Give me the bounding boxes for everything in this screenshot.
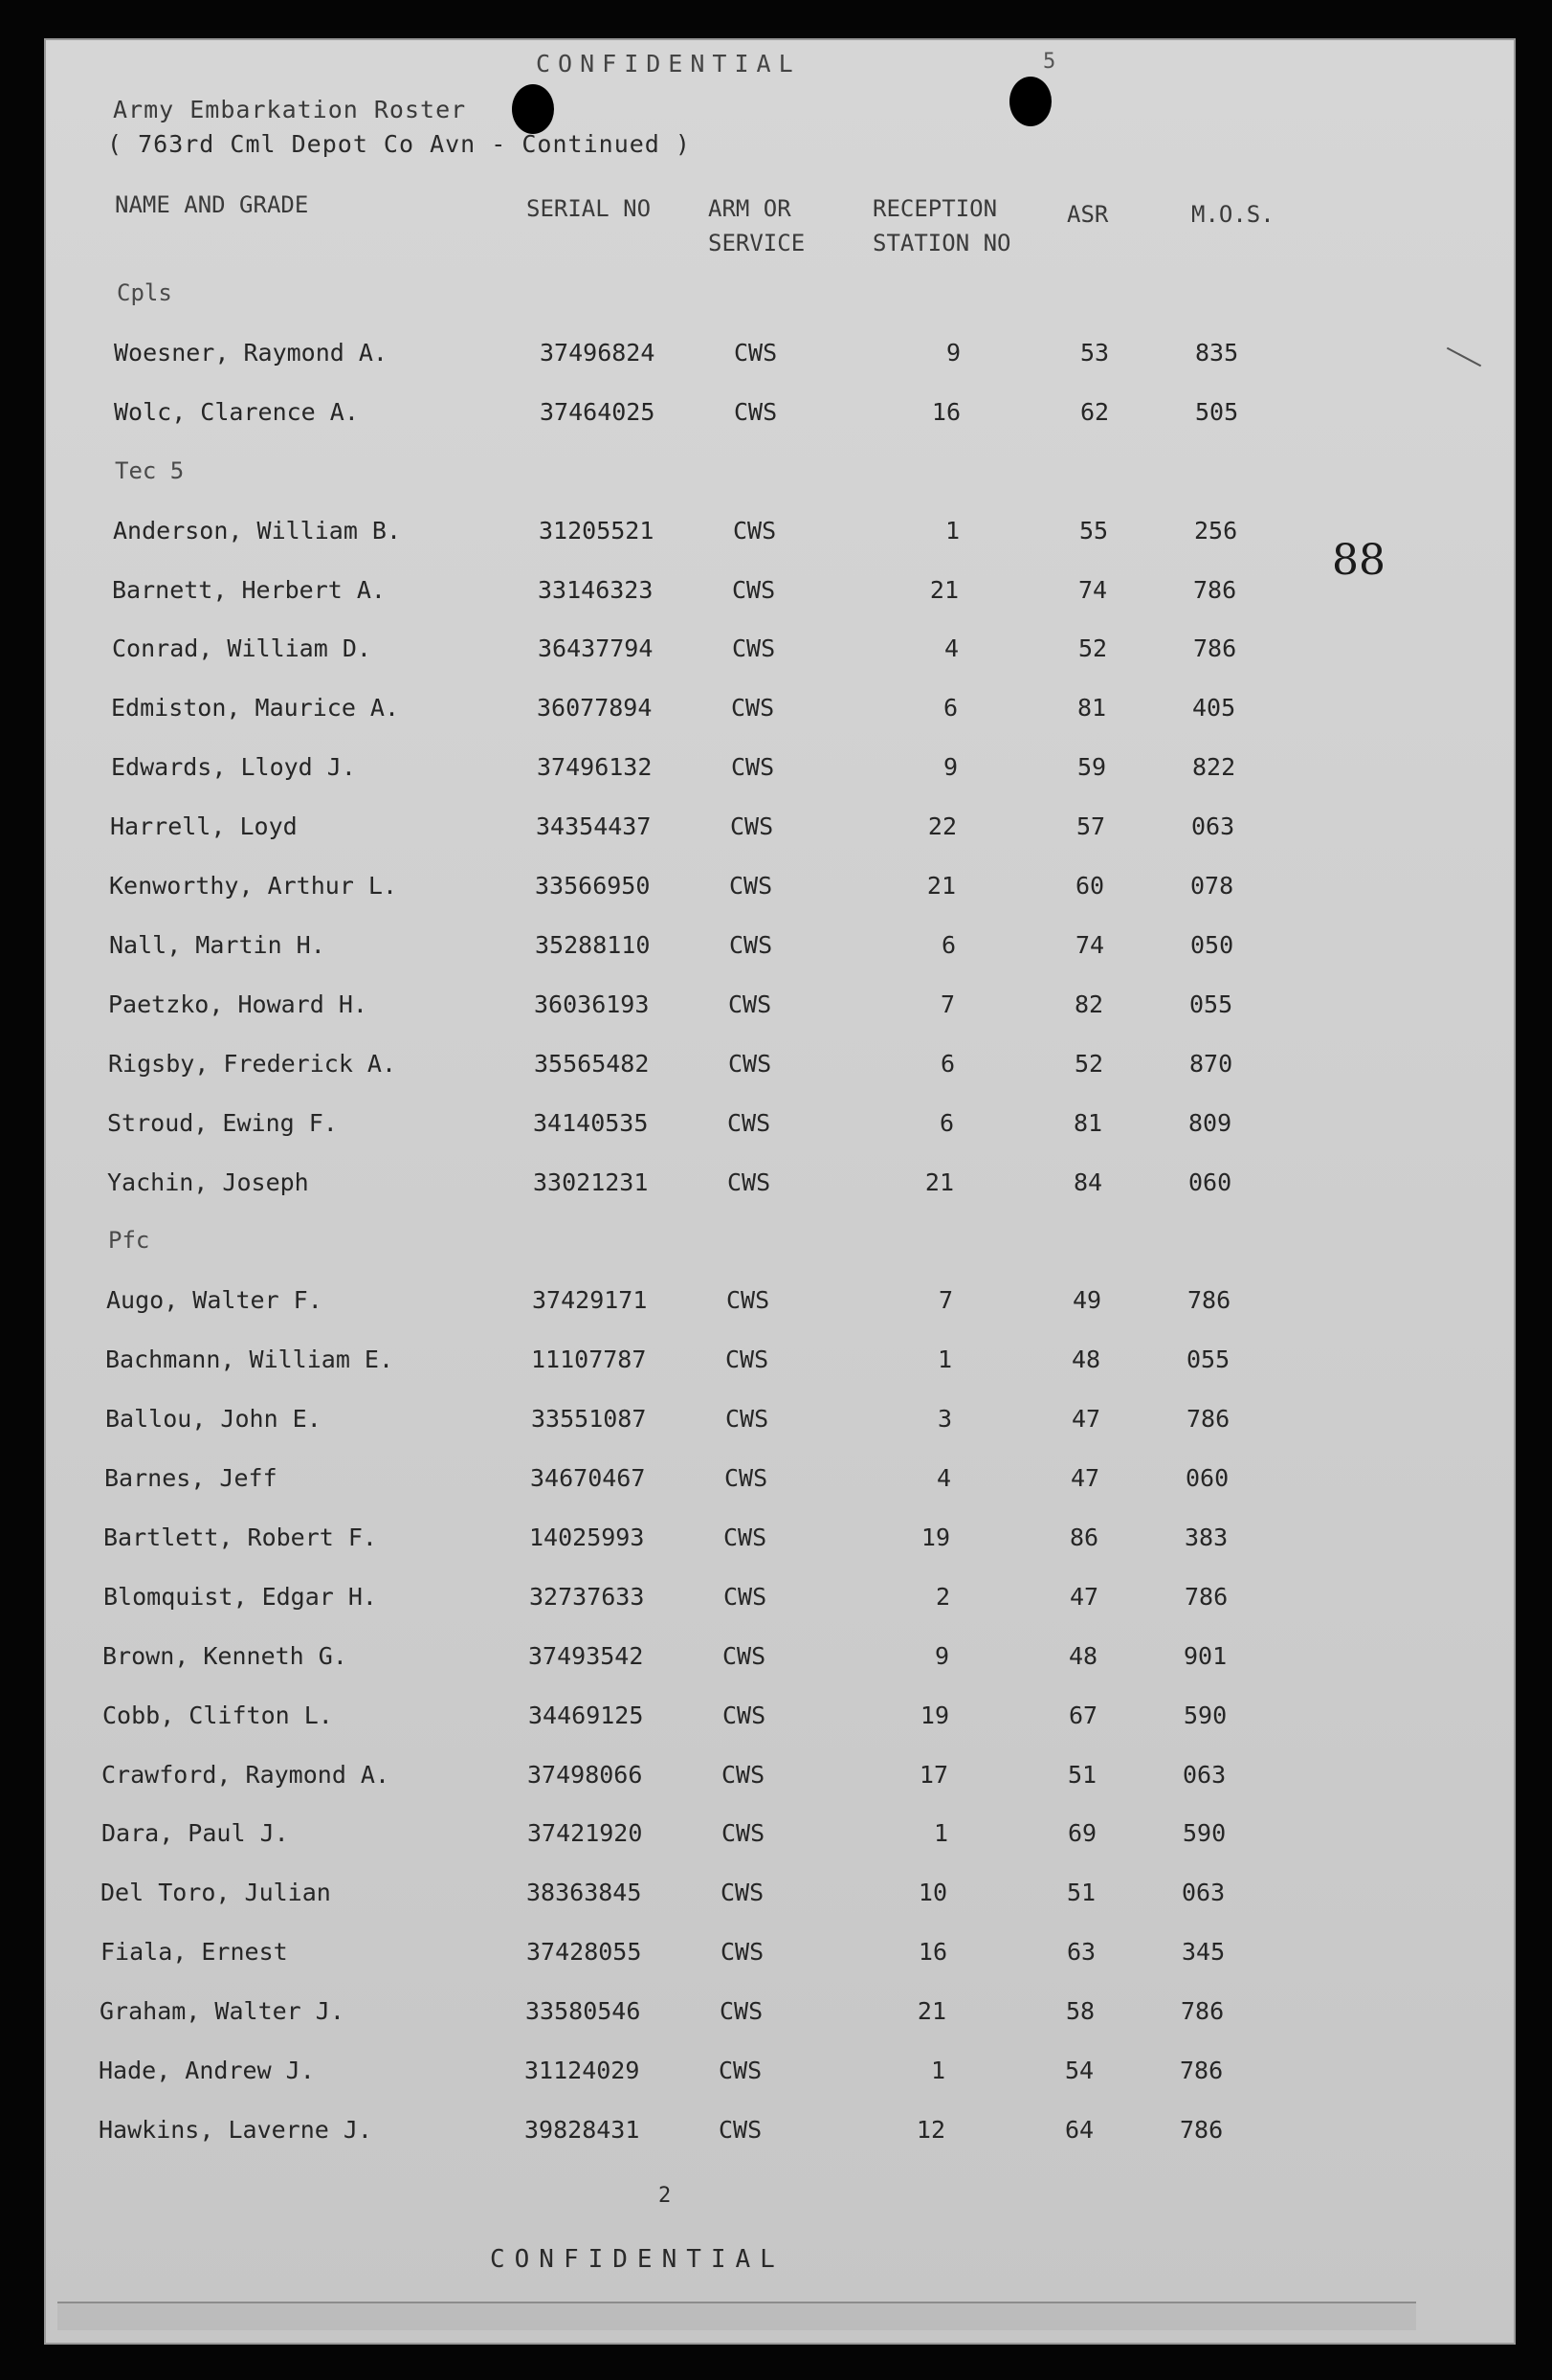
serial-number: 14025993 bbox=[529, 1524, 645, 1551]
arm-or-service: CWS bbox=[730, 812, 774, 840]
reception-station: 22 bbox=[927, 812, 957, 840]
reception-station: 6 bbox=[942, 694, 958, 722]
arm-or-service: CWS bbox=[727, 1168, 771, 1196]
table-row bbox=[0, 634, 1552, 673]
table-row bbox=[0, 339, 1552, 377]
reception-station: 4 bbox=[936, 1464, 951, 1492]
table-row bbox=[0, 1642, 1552, 1680]
mos-code: 901 bbox=[1184, 1642, 1228, 1670]
mos-code: 383 bbox=[1185, 1524, 1229, 1551]
asr-score: 49 bbox=[1073, 1286, 1102, 1314]
asr-score: 53 bbox=[1080, 339, 1110, 367]
table-row bbox=[0, 398, 1552, 436]
grade-heading: Tec 5 bbox=[115, 457, 185, 484]
mos-code: 870 bbox=[1189, 1050, 1233, 1078]
serial-number: 34670467 bbox=[530, 1464, 646, 1492]
mos-code: 822 bbox=[1192, 753, 1236, 781]
asr-score: 74 bbox=[1078, 576, 1108, 604]
arm-or-service: CWS bbox=[732, 576, 776, 604]
mos-code: 786 bbox=[1186, 1405, 1231, 1433]
table-row bbox=[0, 1761, 1552, 1799]
serial-number: 34140535 bbox=[533, 1109, 649, 1137]
asr-score: 51 bbox=[1067, 1879, 1097, 1906]
arm-or-service: CWS bbox=[719, 2057, 763, 2084]
serial-number: 32737633 bbox=[529, 1583, 645, 1611]
table-row bbox=[0, 1050, 1552, 1088]
asr-score: 47 bbox=[1070, 1583, 1099, 1611]
reception-station: 7 bbox=[940, 990, 955, 1018]
soldier-name: Barnes, Jeff bbox=[104, 1464, 277, 1492]
mos-code: 786 bbox=[1181, 1997, 1225, 2025]
serial-number: 34469125 bbox=[528, 1702, 644, 1729]
column-header-serial: SERIAL NO bbox=[526, 195, 652, 222]
asr-score: 52 bbox=[1078, 634, 1108, 662]
arm-or-service: CWS bbox=[727, 1109, 771, 1137]
mos-code: 590 bbox=[1183, 1819, 1227, 1847]
arm-or-service: CWS bbox=[732, 634, 776, 662]
soldier-name: Crawford, Raymond A. bbox=[101, 1761, 390, 1789]
reception-station: 1 bbox=[930, 2057, 945, 2084]
serial-number: 31124029 bbox=[524, 2057, 640, 2084]
bottom-classification: CONFIDENTIAL bbox=[490, 2245, 785, 2274]
reception-station: 6 bbox=[939, 1109, 954, 1137]
asr-score: 81 bbox=[1074, 1109, 1103, 1137]
arm-or-service: CWS bbox=[725, 1405, 769, 1433]
reception-station: 1 bbox=[933, 1819, 948, 1847]
soldier-name: Blomquist, Edgar H. bbox=[103, 1583, 377, 1611]
reception-station: 6 bbox=[940, 1050, 955, 1078]
mos-code: 060 bbox=[1186, 1464, 1230, 1492]
top-mark: 5 bbox=[1043, 50, 1057, 74]
serial-number: 37429171 bbox=[532, 1286, 648, 1314]
serial-number: 37428055 bbox=[526, 1938, 642, 1966]
soldier-name: Stroud, Ewing F. bbox=[107, 1109, 338, 1137]
soldier-name: Barnett, Herbert A. bbox=[112, 576, 386, 604]
asr-score: 58 bbox=[1066, 1997, 1096, 2025]
serial-number: 33021231 bbox=[533, 1168, 649, 1196]
reception-station: 21 bbox=[917, 1997, 946, 2025]
serial-number: 37421920 bbox=[527, 1819, 643, 1847]
top-classification: CONFIDENTIAL bbox=[536, 50, 801, 78]
serial-number: 33146323 bbox=[538, 576, 654, 604]
asr-score: 86 bbox=[1070, 1524, 1099, 1551]
soldier-name: Brown, Kenneth G. bbox=[102, 1642, 347, 1670]
arm-or-service: CWS bbox=[719, 2116, 763, 2144]
column-header-mos: M.O.S. bbox=[1191, 201, 1275, 228]
mos-code: 786 bbox=[1187, 1286, 1231, 1314]
asr-score: 69 bbox=[1068, 1819, 1097, 1847]
arm-or-service: CWS bbox=[731, 753, 775, 781]
serial-number: 36437794 bbox=[538, 634, 654, 662]
soldier-name: Nall, Martin H. bbox=[109, 931, 325, 959]
column-header-asr: ASR bbox=[1067, 201, 1109, 228]
reception-station: 1 bbox=[937, 1346, 952, 1373]
serial-number: 36077894 bbox=[537, 694, 653, 722]
column-header-arm: ARM OR SERVICE bbox=[708, 195, 806, 256]
asr-score: 64 bbox=[1065, 2116, 1095, 2144]
soldier-name: Harrell, Loyd bbox=[110, 812, 298, 840]
reception-station: 3 bbox=[937, 1405, 952, 1433]
table-row bbox=[0, 931, 1552, 969]
grade-heading: Pfc bbox=[108, 1227, 150, 1254]
serial-number: 31205521 bbox=[539, 517, 654, 545]
asr-score: 63 bbox=[1067, 1938, 1097, 1966]
reception-station: 16 bbox=[918, 1938, 947, 1966]
asr-score: 52 bbox=[1075, 1050, 1104, 1078]
column-header-name: NAME AND GRADE bbox=[115, 191, 309, 218]
table-row bbox=[0, 753, 1552, 791]
column-header-reception: RECEPTION STATION NO bbox=[873, 195, 1011, 256]
serial-number: 36036193 bbox=[534, 990, 650, 1018]
mos-code: 786 bbox=[1193, 576, 1237, 604]
serial-number: 33551087 bbox=[531, 1405, 647, 1433]
asr-score: 48 bbox=[1072, 1346, 1101, 1373]
arm-or-service: CWS bbox=[728, 990, 772, 1018]
page-number: 2 bbox=[658, 2184, 673, 2208]
arm-or-service: CWS bbox=[723, 1524, 767, 1551]
reception-station: 19 bbox=[920, 1702, 949, 1729]
unit-line: ( 763rd Cml Depot Co Avn - Continued ) bbox=[107, 130, 691, 158]
asr-score: 48 bbox=[1069, 1642, 1098, 1670]
asr-score: 82 bbox=[1075, 990, 1104, 1018]
table-row bbox=[0, 2116, 1552, 2154]
reception-station: 1 bbox=[944, 517, 960, 545]
serial-number: 35565482 bbox=[534, 1050, 650, 1078]
reception-station: 21 bbox=[929, 576, 959, 604]
arm-or-service: CWS bbox=[724, 1464, 768, 1492]
table-row bbox=[0, 694, 1552, 732]
reception-station: 10 bbox=[918, 1879, 947, 1906]
asr-score: 59 bbox=[1077, 753, 1107, 781]
mos-code: 786 bbox=[1180, 2116, 1224, 2144]
reception-station: 2 bbox=[935, 1583, 950, 1611]
reception-station: 9 bbox=[942, 753, 958, 781]
asr-score: 67 bbox=[1069, 1702, 1098, 1729]
table-row bbox=[0, 517, 1552, 555]
reception-station: 12 bbox=[916, 2116, 945, 2144]
table-row bbox=[0, 1938, 1552, 1976]
arm-or-service: CWS bbox=[734, 398, 778, 426]
asr-score: 47 bbox=[1072, 1405, 1101, 1433]
mos-code: 835 bbox=[1195, 339, 1239, 367]
table-row bbox=[0, 1524, 1552, 1562]
serial-number: 34354437 bbox=[536, 812, 652, 840]
soldier-name: Hade, Andrew J. bbox=[99, 2057, 315, 2084]
soldier-name: Bartlett, Robert F. bbox=[103, 1524, 377, 1551]
arm-or-service: CWS bbox=[725, 1346, 769, 1373]
table-row bbox=[0, 1405, 1552, 1443]
arm-or-service: CWS bbox=[721, 1938, 765, 1966]
reception-station: 16 bbox=[931, 398, 961, 426]
mos-code: 256 bbox=[1194, 517, 1238, 545]
serial-number: 11107787 bbox=[531, 1346, 647, 1373]
mos-code: 786 bbox=[1193, 634, 1237, 662]
mos-code: 055 bbox=[1186, 1346, 1231, 1373]
arm-or-service: CWS bbox=[731, 694, 775, 722]
soldier-name: Cobb, Clifton L. bbox=[102, 1702, 333, 1729]
soldier-name: Yachin, Joseph bbox=[107, 1168, 309, 1196]
soldier-name: Anderson, William B. bbox=[113, 517, 402, 545]
reception-station: 9 bbox=[934, 1642, 949, 1670]
table-row bbox=[0, 1879, 1552, 1917]
soldier-name: Hawkins, Laverne J. bbox=[99, 2116, 372, 2144]
grade-heading: Cpls bbox=[117, 279, 172, 306]
table-row bbox=[0, 990, 1552, 1029]
soldier-name: Edwards, Lloyd J. bbox=[111, 753, 356, 781]
table-row bbox=[0, 1286, 1552, 1324]
asr-score: 51 bbox=[1068, 1761, 1097, 1789]
table-row bbox=[0, 1583, 1552, 1621]
reception-station: 19 bbox=[920, 1524, 950, 1551]
mos-code: 060 bbox=[1188, 1168, 1232, 1196]
arm-or-service: CWS bbox=[722, 1642, 766, 1670]
mos-code: 078 bbox=[1190, 872, 1234, 900]
asr-score: 74 bbox=[1075, 931, 1105, 959]
arm-or-service: CWS bbox=[721, 1761, 765, 1789]
asr-score: 54 bbox=[1065, 2057, 1095, 2084]
arm-or-service: CWS bbox=[729, 931, 773, 959]
mos-code: 050 bbox=[1190, 931, 1234, 959]
arm-or-service: CWS bbox=[720, 1997, 764, 2025]
soldier-name: Conrad, William D. bbox=[112, 634, 371, 662]
table-row bbox=[0, 812, 1552, 851]
table-row bbox=[0, 1346, 1552, 1384]
mos-code: 809 bbox=[1188, 1109, 1232, 1137]
table-row bbox=[0, 1819, 1552, 1857]
reception-station: 17 bbox=[919, 1761, 948, 1789]
soldier-name: Edmiston, Maurice A. bbox=[111, 694, 400, 722]
mos-code: 055 bbox=[1189, 990, 1233, 1018]
table-row bbox=[0, 1997, 1552, 2035]
arm-or-service: CWS bbox=[721, 1879, 765, 1906]
arm-or-service: CWS bbox=[734, 339, 778, 367]
serial-number: 33580546 bbox=[525, 1997, 641, 2025]
serial-number: 39828431 bbox=[524, 2116, 640, 2144]
mos-code: 405 bbox=[1192, 694, 1236, 722]
mos-code: 063 bbox=[1182, 1879, 1226, 1906]
table-row bbox=[0, 2057, 1552, 2095]
asr-score: 47 bbox=[1071, 1464, 1100, 1492]
soldier-name: Rigsby, Frederick A. bbox=[108, 1050, 397, 1078]
table-row bbox=[0, 576, 1552, 614]
asr-score: 81 bbox=[1077, 694, 1107, 722]
soldier-name: Woesner, Raymond A. bbox=[114, 339, 388, 367]
arm-or-service: CWS bbox=[722, 1702, 766, 1729]
arm-or-service: CWS bbox=[729, 872, 773, 900]
soldier-name: Fiala, Ernest bbox=[100, 1938, 288, 1966]
soldier-name: Paetzko, Howard H. bbox=[108, 990, 367, 1018]
reception-station: 6 bbox=[941, 931, 956, 959]
reception-station: 4 bbox=[943, 634, 959, 662]
reception-station: 9 bbox=[945, 339, 961, 367]
soldier-name: Wolc, Clarence A. bbox=[114, 398, 359, 426]
soldier-name: Dara, Paul J. bbox=[101, 1819, 289, 1847]
mos-code: 063 bbox=[1191, 812, 1235, 840]
serial-number: 37493542 bbox=[528, 1642, 644, 1670]
soldier-name: Graham, Walter J. bbox=[100, 1997, 344, 2025]
arm-or-service: CWS bbox=[726, 1286, 770, 1314]
serial-number: 38363845 bbox=[526, 1879, 642, 1906]
soldier-name: Bachmann, William E. bbox=[105, 1346, 394, 1373]
mos-code: 786 bbox=[1185, 1583, 1229, 1611]
mos-code: 505 bbox=[1195, 398, 1239, 426]
serial-number: 37496132 bbox=[537, 753, 653, 781]
arm-or-service: CWS bbox=[723, 1583, 767, 1611]
asr-score: 62 bbox=[1080, 398, 1110, 426]
mos-code: 590 bbox=[1184, 1702, 1228, 1729]
reception-station: 21 bbox=[924, 1168, 954, 1196]
arm-or-service: CWS bbox=[733, 517, 777, 545]
asr-score: 57 bbox=[1076, 812, 1106, 840]
serial-number: 33566950 bbox=[535, 872, 651, 900]
serial-number: 37496824 bbox=[540, 339, 655, 367]
serial-number: 37498066 bbox=[527, 1761, 643, 1789]
soldier-name: Kenworthy, Arthur L. bbox=[109, 872, 398, 900]
mos-code: 345 bbox=[1182, 1938, 1226, 1966]
soldier-name: Augo, Walter F. bbox=[106, 1286, 322, 1314]
table-row bbox=[0, 1109, 1552, 1147]
serial-number: 37464025 bbox=[540, 398, 655, 426]
mos-code: 786 bbox=[1180, 2057, 1224, 2084]
reception-station: 21 bbox=[926, 872, 956, 900]
roster-title: Army Embarkation Roster bbox=[113, 96, 467, 123]
arm-or-service: CWS bbox=[728, 1050, 772, 1078]
table-row bbox=[0, 1168, 1552, 1207]
asr-score: 84 bbox=[1074, 1168, 1103, 1196]
mos-code: 063 bbox=[1183, 1761, 1227, 1789]
soldier-name: Ballou, John E. bbox=[105, 1405, 321, 1433]
serial-number: 35288110 bbox=[535, 931, 651, 959]
soldier-name: Del Toro, Julian bbox=[100, 1879, 331, 1906]
table-row bbox=[0, 1464, 1552, 1502]
arm-or-service: CWS bbox=[721, 1819, 765, 1847]
asr-score: 60 bbox=[1075, 872, 1105, 900]
handwritten-page-number: 88 bbox=[1332, 536, 1386, 585]
table-row bbox=[0, 872, 1552, 910]
reception-station: 7 bbox=[938, 1286, 953, 1314]
table-row bbox=[0, 1702, 1552, 1740]
asr-score: 55 bbox=[1079, 517, 1109, 545]
